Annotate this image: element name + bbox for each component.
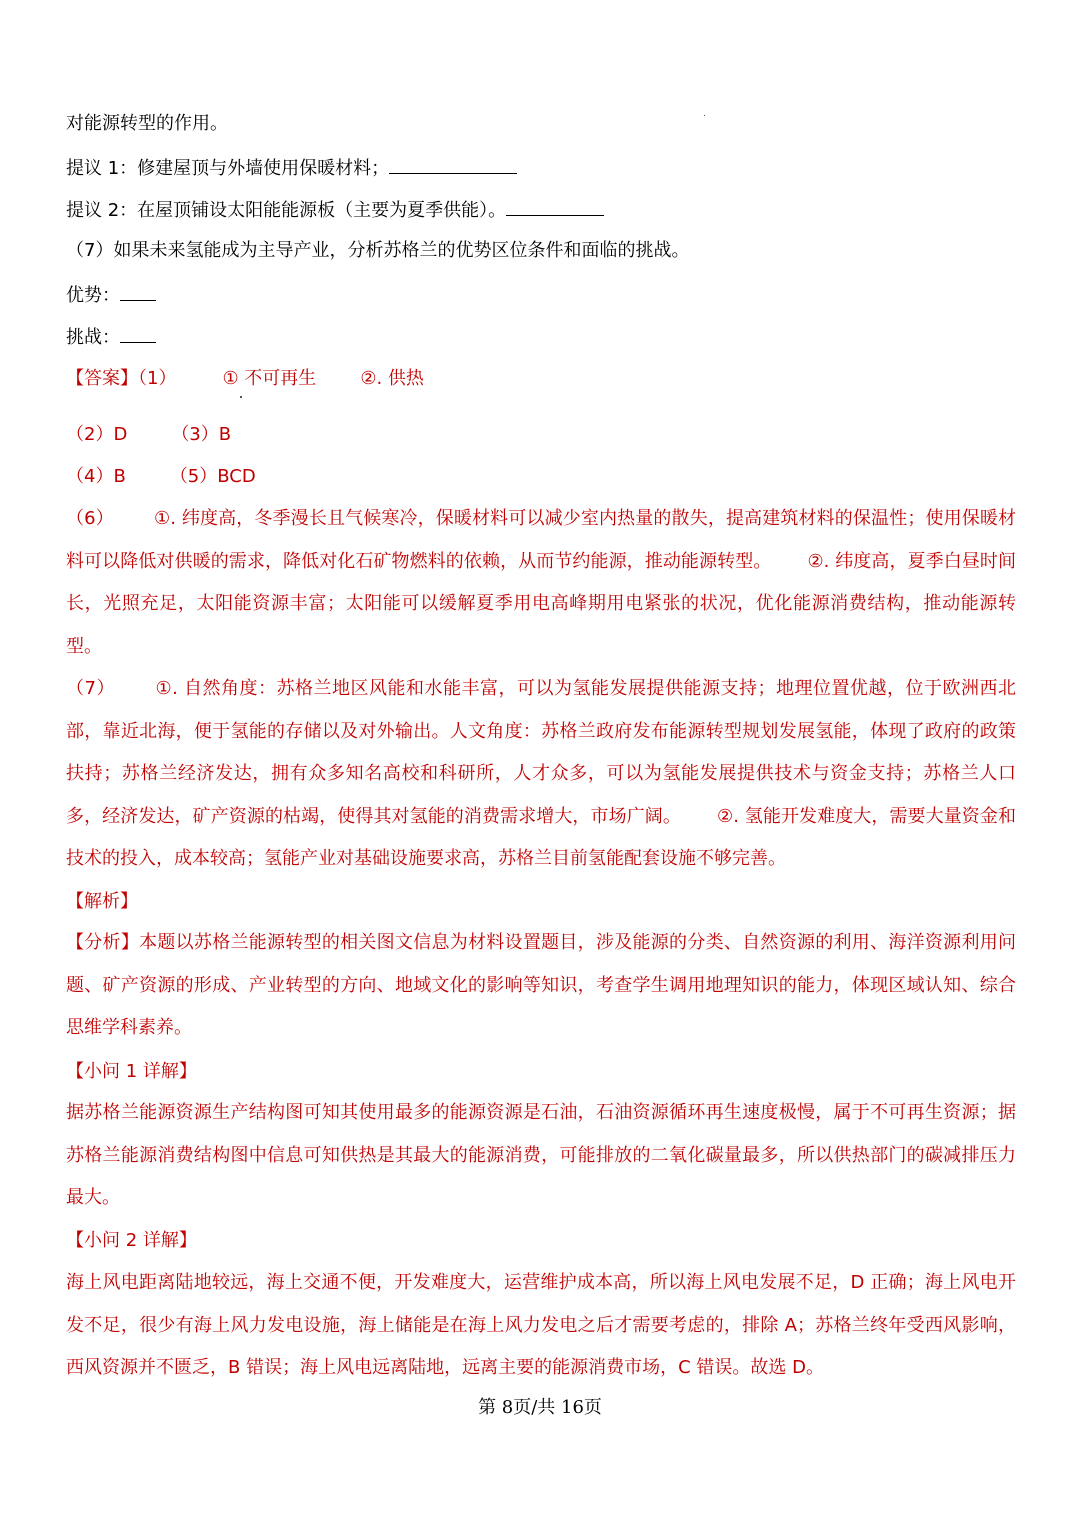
answer-blank [389,155,517,174]
answer-6-number: （6） [66,508,114,529]
proposal-1 [66,155,517,181]
subquestion-1-heading: 【小问 1 详解】 [66,1061,197,1082]
answer-heading-line [66,367,424,391]
answer-4: （4）B [66,466,126,487]
answer-7-part-2: ②. 氢能开发难度大，需要大量资金和技术的投入，成本较高；氢能产业对基础设施要求高，苏格兰目前氢能配套设施不够完善。 [66,805,1016,869]
answer-blank [506,197,604,216]
answer-heading: 【答案】（1） [66,368,177,389]
proposal-2-text: 提议 2：在屋顶铺设太阳能能源板（主要为夏季供能）。 [66,200,507,221]
answer-7-part-1: ①. 自然角度：苏格兰地区风能和水能丰富，可以为氢能发展提供能源支持；地理位置优越，位于欧洲西北部，靠近北海，便于氢能的存储以及对外输出。人文角度：苏格兰政府发布能源转型规划发展氢能，体现了政府的政策扶持；苏格兰经济发达，拥有众多知名高校和科研所，人才众多，可以为氢能发展提供技术与资金支持；苏格兰人口多，经济发达，矿产资源的枯竭，使得其对氢能的消费需求增大，市场广阔。 [66,678,1016,827]
challenge-label: 挑战： [66,327,120,348]
answer-6-part-1: ①. 纬度高，冬季漫长且气候寒冷，保暖材料可以减少室内热量的散失，提高建筑材料的保温性；使用保暖材料可以降低对供暖的需求，降低对化石矿物燃料的依赖，从而节约能源，推动能源转型。 [66,508,1017,572]
subquestion-2-heading: 【小问 2 详解】 [66,1230,197,1251]
page-footer: 第 8页/共 16页 [478,1397,602,1418]
advantage-label: 优势： [66,285,120,306]
answer-7-number: （7） [66,678,115,699]
question-7: （7）如果未来氢能成为主导产业，分析苏格兰的优势区位条件和面临的挑战。 [66,240,690,261]
analysis-paragraph: 【分析】本题以苏格兰能源转型的相关图文信息为材料设置题目，涉及能源的分类、自然资源的利用、海洋资源利用问题、矿产资源的形成、产业转型的方向、地域文化的影响等知识，考查学生调用地理知识的能力，体现区域认知、综合思维学科素养。 [66,932,1016,1038]
advantage-line [66,282,156,308]
answer-7-paragraph [66,668,1016,881]
stray-dot [240,396,242,398]
intro-line: 对能源转型的作用。 [66,113,228,134]
answer-6-paragraph [66,498,1016,668]
answer-1-1: ① 不可再生 [222,368,317,389]
stray-dot [704,115,705,116]
analysis-heading: 【解析】 [66,891,138,912]
subquestion-2-paragraph: 海上风电距离陆地较远，海上交通不便，开发难度大，运营维护成本高，所以海上风电发展不足，D 正确；海上风电开发不足，很少有海上风力发电设施，海上储能是在海上风力发电之后才需要考虑的，排除 A；苏格兰终年受西风影响，西风资源并不匮乏，B 错误；海上风电远离陆地，远离主要的能源消费市场，C 错误。故选 D。 [66,1272,1016,1378]
answer-blank [120,324,156,343]
proposal-1-text: 提议 1：修建屋顶与外墙使用保暖材料； [66,158,390,179]
answer-blank [120,282,156,301]
proposal-2 [66,197,604,223]
answers-2-3 [66,423,231,447]
answer-3: （3）B [171,424,232,445]
subquestion-1-paragraph: 据苏格兰能源资源生产结构图可知其使用最多的能源资源是石油，石油资源循环再生速度极慢，属于不可再生资源；据苏格兰能源消费结构图中信息可知供热是其最大的能源消费，可能排放的二氧化碳量最多，所以供热部门的碳减排压力最大。 [66,1102,1016,1208]
challenge-line [66,324,156,350]
answer-6-part-2: ②. 纬度高，夏季白昼时间长，光照充足，太阳能资源丰富；太阳能可以缓解夏季用电高峰期用电紧张的状况，优化能源消费结构，推动能源转型。 [66,550,1016,657]
answer-5: （5）BCD [169,466,256,487]
answer-1-2: ②. 供热 [360,368,424,389]
answer-2: （2）D [66,424,128,445]
answers-4-5 [66,465,256,489]
